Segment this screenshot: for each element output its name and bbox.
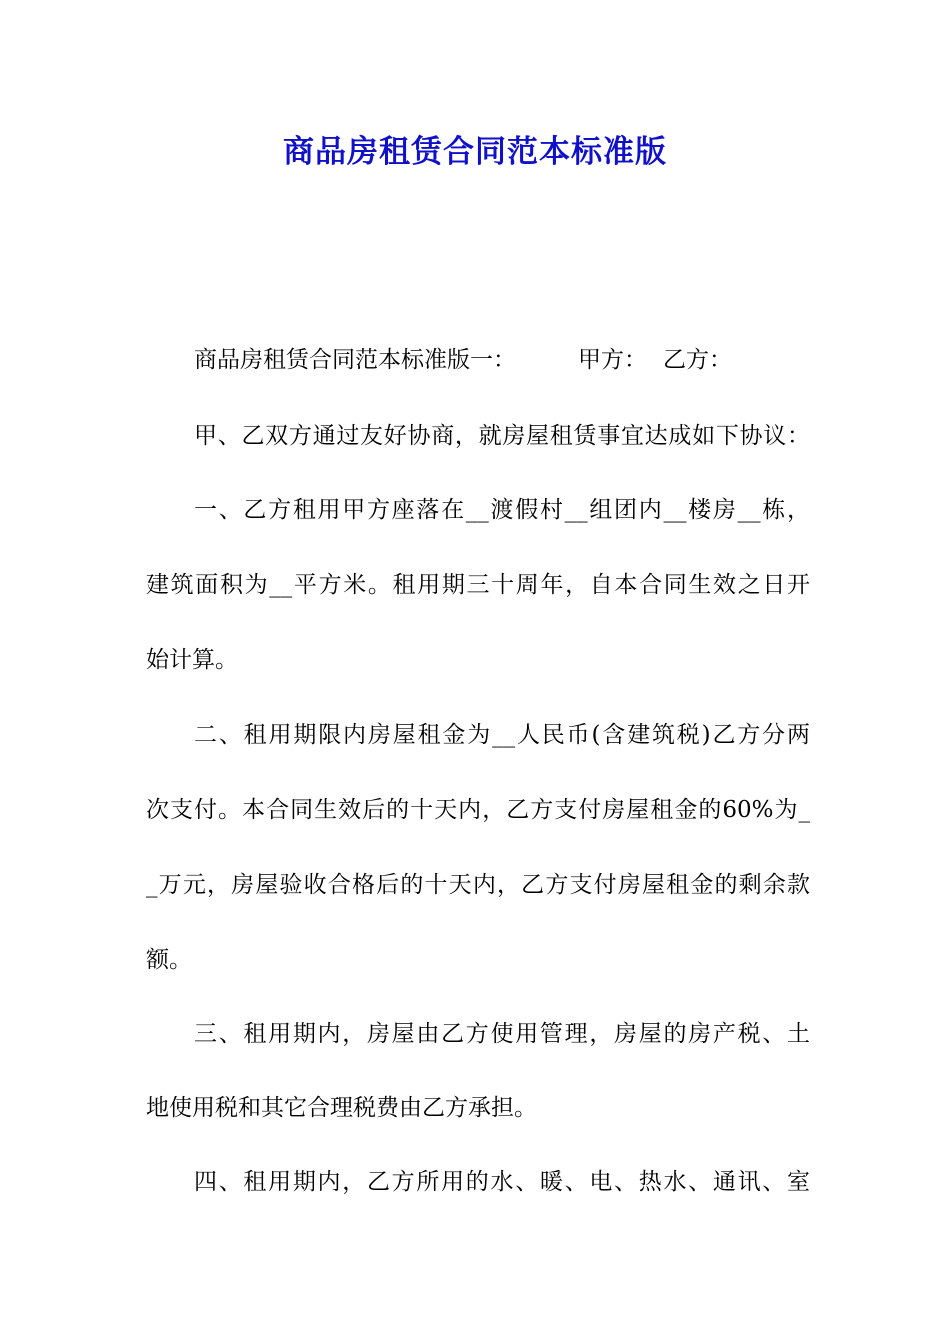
- paragraph-line: 三、租用期内，房屋由乙方使用管理，房屋的房产税、土: [194, 1021, 810, 1047]
- paragraph-line: 建筑面积为__平方米。租用期三十周年，自本合同生效之日开: [146, 572, 810, 598]
- intro-line: [194, 340, 810, 380]
- paragraph-line: 始计算。: [146, 647, 238, 673]
- paragraph-line: 地使用税和其它合理税费由乙方承担。: [146, 1095, 537, 1121]
- paragraph-line: 次支付。本合同生效后的十天内，乙方支付房屋租金的60%为_: [146, 797, 810, 823]
- paragraph-line: 甲、乙双方通过友好协商，就房屋租赁事宜达成如下协议：: [194, 423, 810, 449]
- document-title: 商品房租赁合同范本标准版: [283, 134, 667, 170]
- party-a-label: 甲方：: [578, 347, 647, 373]
- paragraph-line: 四、租用期内，乙方所用的水、暖、电、热水、通讯、室: [194, 1169, 810, 1195]
- paragraph-line: 二、租用期限内房屋租金为__人民币(含建筑税)乙方分两: [194, 722, 810, 748]
- intro-heading: 商品房租赁合同范本标准版一：: [194, 347, 516, 373]
- party-b-label: 乙方：: [663, 347, 732, 373]
- paragraph-line: 一、乙方租用甲方座落在__渡假村__组团内__楼房__栋，: [194, 497, 810, 523]
- paragraph-line: 额。: [146, 947, 192, 973]
- paragraph-line: _万元，房屋验收合格后的十天内，乙方支付房屋租金的剩余款: [146, 872, 810, 898]
